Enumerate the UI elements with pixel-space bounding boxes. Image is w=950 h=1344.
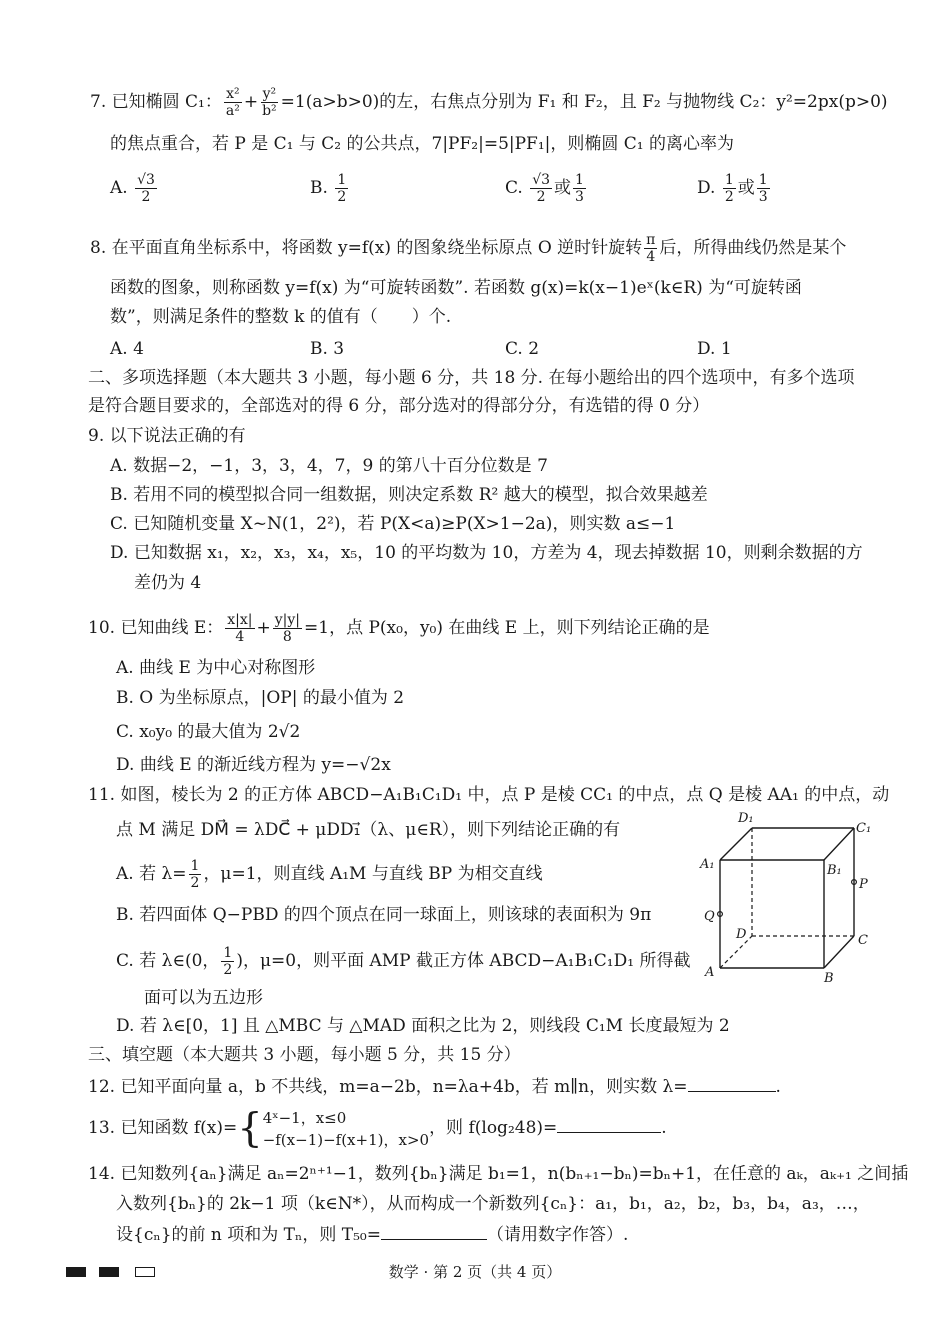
frac-den: 4: [235, 629, 245, 645]
or: 或: [737, 178, 755, 198]
q8-line3: 数”，则满足条件的整数 k 的值有（ ）个.: [110, 307, 452, 327]
case-1: 4ˣ−1，x≤0: [262, 1108, 347, 1127]
period: .: [661, 1118, 667, 1138]
q9-option-d[interactable]: D. 已知数据 x₁，x₂，x₃，x₄，x₅，10 的平均数为 10，方差为 4，现去掉数据 10，则剩余数据的方: [110, 543, 863, 563]
edge-bc: [824, 936, 854, 968]
plus: +: [243, 92, 259, 112]
frac-num: y²: [262, 86, 277, 102]
q8-frac-pi4: [644, 232, 657, 265]
option-text: ，μ=1，则直线 A₁M 与直线 BP 为相交直线: [203, 864, 543, 884]
frac: [335, 172, 348, 205]
label-d: D: [736, 927, 747, 942]
frac-num: √3: [137, 172, 155, 188]
plus: +: [256, 618, 271, 638]
q7-option-c[interactable]: [505, 172, 588, 205]
q12-stem: [88, 1073, 781, 1099]
frac-num: 1: [758, 172, 768, 188]
frac: [189, 858, 202, 891]
q7-option-d[interactable]: [697, 172, 772, 205]
q14-line1: 14. 已知数列{aₙ}满足 aₙ=2ⁿ⁺¹−1，数列{bₙ}满足 b₁=1，n(bₙ₊₁−bₙ)=bₙ+1，在任意的 aₖ，aₖ₊₁ 之间插: [88, 1164, 909, 1184]
q11-option-a[interactable]: [116, 858, 543, 891]
frac-num: 1: [724, 172, 734, 188]
option-label: D.: [697, 178, 716, 198]
q8-option-a[interactable]: A. 4: [110, 339, 144, 359]
q10-text: =1，点 P(x₀，y₀) 在曲线 E 上，则下列结论正确的是: [304, 618, 710, 638]
q11-option-d[interactable]: D. 若 λ∈[0，1] 且 △MBC 与 △MAD 面积之比为 2，则线段 C₁M 长度最短为 2: [116, 1016, 730, 1036]
q12-answer-blank[interactable]: [688, 1073, 776, 1092]
frac-num: x|x|: [227, 612, 253, 628]
q7-line2: 的焦点重合，若 P 是 C₁ 与 C₂ 的公共点，7|PF₂|=5|PF₁|，则椭圆 C₁ 的离心率为: [110, 134, 735, 154]
label-b: B: [824, 971, 834, 986]
frac-den: 2: [190, 875, 200, 891]
frac: [723, 172, 736, 205]
frac-den: a²: [225, 103, 240, 119]
label-p: P: [859, 877, 868, 892]
frac: [135, 172, 157, 205]
q14-text: 设{cₙ}的前 n 项和为 Tₙ，则 T₅₀=: [116, 1225, 381, 1245]
frac-den: 8: [282, 629, 292, 645]
section2-heading: 二、多项选择题（本大题共 3 小题，每小题 6 分，共 18 分. 在每小题给出的四个选项中，有多个选项: [88, 368, 855, 388]
label-a: A: [705, 965, 715, 980]
page-number: 数学 · 第 2 页（共 4 页）: [388, 1263, 562, 1281]
q7-frac-y: [260, 86, 279, 119]
q11-stem: 11. 如图，棱长为 2 的正方体 ABCD−A₁B₁C₁D₁ 中，点 P 是棱 CC₁ 的中点，点 Q 是棱 AA₁ 的中点，动: [88, 785, 890, 805]
frac-den: b²: [262, 103, 277, 119]
q8-text: 8. 在平面直角坐标系中，将函数 y=f(x) 的图象绕坐标原点 O 逆时针旋转: [90, 238, 643, 258]
option-label: C.: [505, 178, 523, 198]
q14-line3: [116, 1221, 628, 1247]
frac-den: 3: [575, 189, 584, 205]
frac-den: 2: [223, 962, 233, 978]
q9-stem: 9. 以下说法正确的有: [88, 426, 246, 446]
frac-num: 1: [575, 172, 584, 188]
q10-option-a[interactable]: A. 曲线 E 为中心对称图形: [116, 658, 316, 678]
frac-den: 2: [536, 189, 546, 205]
q11-option-b[interactable]: B. 若四面体 Q−PBD 的四个顶点在同一球面上，则该球的表面积为 9π: [116, 905, 652, 925]
cube-figure: [696, 808, 880, 988]
q13-stem: [88, 1104, 667, 1152]
q7-frac-x: [224, 86, 242, 119]
q7-line1: [90, 86, 888, 119]
q10-option-d[interactable]: D. 曲线 E 的渐近线方程为 y=−√2x: [116, 755, 391, 775]
q10-stem: [88, 612, 710, 645]
frac: [757, 172, 770, 205]
frac-den: 2: [141, 189, 151, 205]
label-d1: D₁: [738, 811, 754, 826]
frac: [221, 945, 234, 978]
q13-text: 13. 已知函数 f(x)=: [88, 1118, 238, 1138]
frac-num: x²: [226, 86, 240, 102]
q10-option-b[interactable]: B. O 为坐标原点，|OP| 的最小值为 2: [116, 688, 405, 708]
option-label: A.: [110, 178, 128, 198]
frac-den: 2: [724, 189, 734, 205]
q8-option-c[interactable]: C. 2: [505, 339, 540, 359]
q12-text: 12. 已知平面向量 a，b 不共线，m=a−2b，n=λa+4b，若 m∥n，则实数 λ=: [88, 1077, 688, 1097]
q8-text: 后，所得曲线仍然是某个: [659, 238, 847, 258]
brace: {: [237, 1105, 263, 1152]
q14-text: （请用数字作答）.: [486, 1225, 629, 1245]
q8-option-d[interactable]: D. 1: [697, 339, 732, 359]
frac-num: 1: [337, 172, 347, 188]
q10-frac-y: [273, 612, 302, 645]
q7-option-b[interactable]: [310, 172, 350, 205]
frac-num: 1: [223, 945, 233, 961]
q9-option-c[interactable]: C. 已知随机变量 X~N(1，2²)，若 P(X<a)≥P(X>1−2a)，则实数 a≤−1: [110, 514, 676, 534]
option-label: B.: [310, 178, 328, 198]
frac-den: 4: [646, 249, 656, 265]
q10-text: 10. 已知曲线 E：: [88, 618, 224, 638]
frac-den: 2: [337, 189, 347, 205]
q9-option-a[interactable]: A. 数据−2，−1，3，3，4，7，9 的第八十百分位数是 7: [110, 456, 548, 476]
frac-num: √3: [532, 172, 551, 188]
q13-answer-blank[interactable]: [557, 1114, 661, 1133]
edge-b1c1: [824, 828, 854, 860]
q10-frac-x: [225, 612, 254, 645]
q9-option-b[interactable]: B. 若用不同的模型拟合同一组数据，则决定系数 R² 越大的模型，拟合效果越差: [110, 485, 708, 505]
label-q: Q: [704, 909, 715, 924]
q8-line1: [90, 232, 846, 265]
q14-answer-blank[interactable]: [381, 1221, 487, 1240]
q11-option-c[interactable]: [116, 945, 690, 978]
option-label: A. 若 λ=: [116, 864, 187, 884]
or: 或: [554, 178, 572, 198]
label-b1: B₁: [827, 863, 842, 878]
q9-option-d-cont: 差仍为 4: [134, 573, 202, 593]
label-c1: C₁: [856, 821, 872, 836]
period: .: [775, 1077, 781, 1097]
option-text: )，μ=0，则平面 AMP 截正方体 ABCD−A₁B₁C₁D₁ 所得截: [236, 951, 691, 971]
frac-den: 3: [758, 189, 768, 205]
frac-num: π: [646, 232, 656, 248]
label-a1: A₁: [700, 857, 715, 872]
frac: [573, 172, 586, 205]
q8-line2: 函数的图象，则称函数 y=f(x) 为“可旋转函数”. 若函数 g(x)=k(x−1)eˣ(k∈R) 为“可旋转函: [110, 278, 802, 298]
q7-text: 7. 已知椭圆 C₁：: [90, 92, 222, 112]
case-2: −f(x−1)−f(x+1)，x>0: [262, 1130, 430, 1149]
edge-a1d1: [720, 828, 752, 860]
frac-num: y|y|: [274, 612, 301, 628]
q10-option-c[interactable]: C. x₀y₀ 的最大值为 2√2: [116, 722, 301, 742]
q8-option-b[interactable]: B. 3: [310, 339, 345, 359]
frac-num: 1: [190, 858, 200, 874]
q14-line2: 入数列{bₙ}的 2k−1 项（k∈N*），从而构成一个新数列{cₙ}：a₁，b₁，a₂，b₂，b₃，b₄，a₃，…，: [116, 1194, 870, 1214]
section3-heading: 三、填空题（本大题共 3 小题，每小题 5 分，共 15 分）: [88, 1045, 521, 1065]
q11-option-c-cont: 面可以为五边形: [144, 988, 263, 1008]
q7-option-a[interactable]: [110, 172, 159, 205]
q13-text: ，则 f(log₂48)=: [429, 1118, 558, 1138]
option-label: C. 若 λ∈(0，: [116, 951, 220, 971]
label-c: C: [858, 933, 868, 948]
q7-text: =1(a>b>0)的左，右焦点分别为 F₁ 和 F₂，且 F₂ 与抛物线 C₂：y²=2px(p>0): [280, 92, 888, 112]
section2-heading-cont: 是符合题目要求的，全部选对的得 6 分，部分选对的得部分分，有选错的得 0 分）: [88, 396, 710, 416]
frac: [530, 172, 552, 205]
piecewise-cases: [263, 1107, 429, 1151]
q11-stem-cont: 点 M 满足 DM⃗ = λDC⃗ + μDD₁⃗（λ、μ∈R），则下列结论正确的有: [116, 820, 621, 840]
